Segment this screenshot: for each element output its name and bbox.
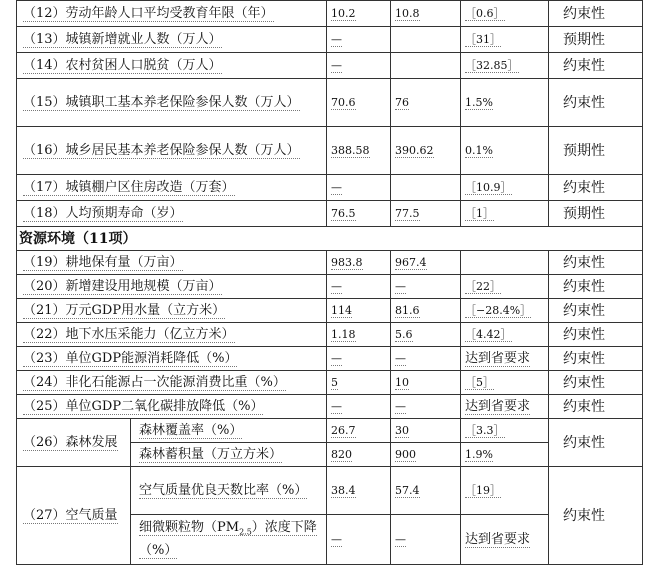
- table-row: [17, 251, 643, 275]
- type-cell: 约束性: [549, 175, 643, 201]
- change-cell: 1.5%: [461, 79, 549, 127]
- indicator-cell: （13）城镇新增就业人数（万人）: [17, 27, 327, 53]
- table-row: [17, 127, 643, 175]
- type-cell: 约束性: [549, 275, 643, 299]
- value-2015-cell: —: [327, 347, 391, 371]
- value-2020-cell: 390.62: [391, 127, 461, 175]
- change-cell: ［0.6］: [461, 1, 549, 27]
- indicator-cell: （17）城镇棚户区住房改造（万套）: [17, 175, 327, 201]
- change-cell: [461, 251, 549, 275]
- table-row: [17, 175, 643, 201]
- value-2015-cell: 820: [327, 443, 391, 467]
- value-2020-cell: [391, 175, 461, 201]
- value-2020-cell: 76: [391, 79, 461, 127]
- table-row: [17, 467, 643, 515]
- change-cell: ［10.9］: [461, 175, 549, 201]
- section-title: 资源环境（11项）: [17, 227, 643, 251]
- change-cell: ［22］: [461, 275, 549, 299]
- value-2020-cell: —: [391, 395, 461, 419]
- type-cell: 约束性: [549, 419, 643, 467]
- table-row: [17, 1, 643, 27]
- type-cell: 约束性: [549, 467, 643, 565]
- value-2020-cell: 10.8: [391, 1, 461, 27]
- value-2015-cell: —: [327, 27, 391, 53]
- value-2020-cell: 5.6: [391, 323, 461, 347]
- value-2020-cell: 30: [391, 419, 461, 443]
- value-2015-cell: —: [327, 53, 391, 79]
- indicator-cell: （12）劳动年龄人口平均受教育年限（年）: [17, 1, 327, 27]
- value-2020-cell: 77.5: [391, 201, 461, 227]
- change-cell: ［31］: [461, 27, 549, 53]
- value-2020-cell: 967.4: [391, 251, 461, 275]
- type-cell: 约束性: [549, 53, 643, 79]
- indicator-cell: 森林覆盖率（%）: [131, 419, 327, 443]
- table-row: [17, 395, 643, 419]
- indicator-cell: （15）城镇职工基本养老保险参保人数（万人）: [17, 79, 327, 127]
- value-2015-cell: 26.7: [327, 419, 391, 443]
- change-cell: 达到省要求: [461, 395, 549, 419]
- table-row: [17, 53, 643, 79]
- change-cell: ［5］: [461, 371, 549, 395]
- indicator-cell: （20）新增建设用地规模（万亩）: [17, 275, 327, 299]
- value-2015-cell: 388.58: [327, 127, 391, 175]
- table-row: [17, 371, 643, 395]
- value-2020-cell: 81.6: [391, 299, 461, 323]
- change-cell: ［32.85］: [461, 53, 549, 79]
- group-cell-air: （27）空气质量: [17, 467, 131, 565]
- change-cell: ［−28.4%］: [461, 299, 549, 323]
- value-2020-cell: —: [391, 347, 461, 371]
- value-2015-cell: —: [327, 175, 391, 201]
- table-row: [17, 275, 643, 299]
- change-cell: 0.1%: [461, 127, 549, 175]
- indicator-cell: （19）耕地保有量（万亩）: [17, 251, 327, 275]
- indicator-cell: （16）城乡居民基本养老保险参保人数（万人）: [17, 127, 327, 175]
- table-row: [17, 27, 643, 53]
- change-cell: ［1］: [461, 201, 549, 227]
- change-cell: 1.9%: [461, 443, 549, 467]
- value-2020-cell: 10: [391, 371, 461, 395]
- change-cell: 达到省要求: [461, 347, 549, 371]
- value-2015-cell: 76.5: [327, 201, 391, 227]
- value-2020-cell: 57.4: [391, 467, 461, 515]
- change-cell: ［4.42］: [461, 323, 549, 347]
- indicator-cell: （22）地下水压采能力（亿立方米）: [17, 323, 327, 347]
- type-cell: 约束性: [549, 299, 643, 323]
- value-2015-cell: 114: [327, 299, 391, 323]
- value-2015-cell: —: [327, 515, 391, 565]
- change-cell: ［19］: [461, 467, 549, 515]
- table-row: [17, 323, 643, 347]
- type-cell: 约束性: [549, 323, 643, 347]
- value-2020-cell: [391, 27, 461, 53]
- indicator-cell: 空气质量优良天数比率（%）: [131, 467, 327, 515]
- type-cell: 约束性: [549, 371, 643, 395]
- indicator-cell: （25）单位GDP二氧化碳排放降低（%）: [17, 395, 327, 419]
- indicator-cell: 森林蓄积量（万立方米）: [131, 443, 327, 467]
- value-2020-cell: 900: [391, 443, 461, 467]
- type-cell: 约束性: [549, 79, 643, 127]
- value-2015-cell: —: [327, 275, 391, 299]
- table-row: [17, 201, 643, 227]
- value-2020-cell: —: [391, 275, 461, 299]
- value-2020-cell: —: [391, 515, 461, 565]
- section-row: [17, 227, 643, 251]
- type-cell: 约束性: [549, 395, 643, 419]
- indicator-cell: 细微颗粒物$(PM_{2.5})$浓度下降（%）: [131, 515, 327, 565]
- value-2015-cell: 1.18: [327, 323, 391, 347]
- type-cell: 约束性: [549, 347, 643, 371]
- value-2015-cell: 70.6: [327, 79, 391, 127]
- indicator-table: [16, 0, 643, 565]
- value-2015-cell: —: [327, 395, 391, 419]
- value-2015-cell: 983.8: [327, 251, 391, 275]
- value-2015-cell: 5: [327, 371, 391, 395]
- table-row: [17, 299, 643, 323]
- value-2015-cell: 10.2: [327, 1, 391, 27]
- table-row: [17, 419, 643, 443]
- value-2015-cell: 38.4: [327, 467, 391, 515]
- indicator-cell: （24）非化石能源占一次能源消费比重（%）: [17, 371, 327, 395]
- type-cell: 约束性: [549, 1, 643, 27]
- group-cell-forest: （26）森林发展: [17, 419, 131, 467]
- type-cell: 预期性: [549, 27, 643, 53]
- indicator-cell: （21）万元GDP用水量（立方米）: [17, 299, 327, 323]
- type-cell: 预期性: [549, 127, 643, 175]
- indicator-cell: （23）单位GDP能源消耗降低（%）: [17, 347, 327, 371]
- indicator-cell: （18）人均预期寿命（岁）: [17, 201, 327, 227]
- value-2020-cell: [391, 53, 461, 79]
- indicator-cell: （14）农村贫困人口脱贫（万人）: [17, 53, 327, 79]
- change-cell: 达到省要求: [461, 515, 549, 565]
- type-cell: 约束性: [549, 251, 643, 275]
- change-cell: ［3.3］: [461, 419, 549, 443]
- table-row: [17, 79, 643, 127]
- type-cell: 预期性: [549, 201, 643, 227]
- table-row: [17, 347, 643, 371]
